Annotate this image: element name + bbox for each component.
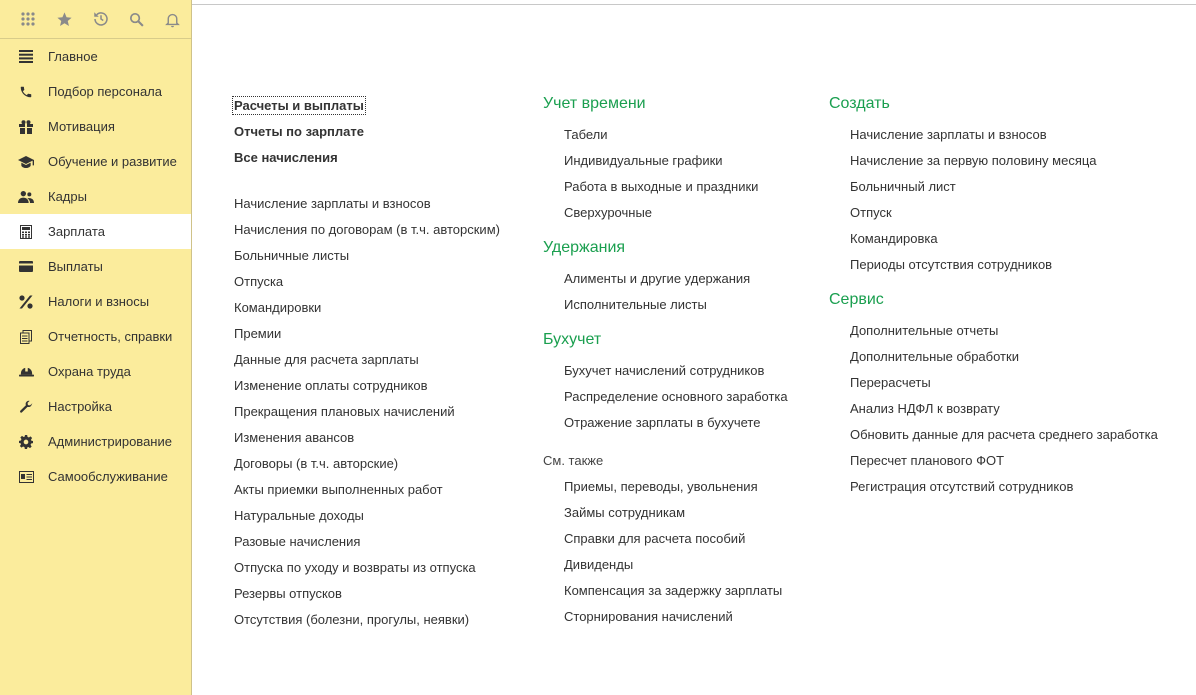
top-toolbar (0, 0, 191, 39)
link-item[interactable]: Командировки (234, 300, 322, 315)
history-icon[interactable] (82, 0, 118, 39)
sidebar-item-label: Обучение и развитие (48, 154, 177, 169)
link-item[interactable]: Дивиденды (564, 557, 634, 572)
spacer (543, 318, 823, 330)
link-item[interactable]: Компенсация за задержку зарплаты (564, 583, 783, 598)
section-title-create: Создать (829, 95, 890, 112)
link-item[interactable]: Приемы, переводы, увольнения (564, 479, 758, 494)
link-item[interactable]: Регистрация отсутствий сотрудников (850, 479, 1074, 494)
link-item[interactable]: Перерасчеты (850, 375, 931, 390)
link-item[interactable]: Табели (564, 127, 608, 142)
link-item[interactable]: Отсутствия (болезни, прогулы, неявки) (234, 612, 470, 627)
link-item[interactable]: Индивидуальные графики (564, 153, 723, 168)
link-item[interactable]: Резервы отпусков (234, 586, 342, 601)
sidebar-item-settings[interactable] (0, 389, 191, 424)
link-item[interactable]: Пересчет планового ФОТ (850, 453, 1005, 468)
column-sections (543, 94, 823, 630)
link-item[interactable]: Обновить данные для расчета среднего заработка (850, 427, 1158, 442)
section-title-time-tracking: Учет времени (543, 95, 646, 112)
link-salary-reports[interactable]: Отчеты по зарплате (234, 124, 364, 139)
bell-icon[interactable] (155, 0, 191, 39)
star-icon[interactable] (46, 0, 82, 39)
link-item[interactable]: Изменения авансов (234, 430, 355, 445)
sidebar (0, 0, 192, 695)
sidebar-item-label: Кадры (48, 189, 87, 204)
percent-icon (18, 294, 34, 310)
sidebar-item-main[interactable] (0, 39, 191, 74)
id-card-icon (18, 469, 34, 485)
gear-icon (18, 434, 34, 450)
sidebar-item-training[interactable] (0, 144, 191, 179)
link-item[interactable]: Начисление за первую половину месяца (850, 153, 1097, 168)
users-icon (18, 189, 34, 205)
sidebar-item-motivation[interactable] (0, 109, 191, 144)
link-item[interactable]: Сторнирования начислений (564, 609, 733, 624)
sidebar-nav (0, 39, 191, 494)
link-item[interactable]: Бухучет начислений сотрудников (564, 363, 765, 378)
column-main-links (234, 94, 534, 633)
sidebar-item-label: Зарплата (48, 224, 105, 239)
sidebar-item-label: Администрирование (48, 434, 172, 449)
phone-icon (18, 84, 34, 100)
see-also-title: См. также (543, 453, 604, 468)
link-item[interactable]: Больничный лист (850, 179, 956, 194)
link-all-accruals[interactable]: Все начисления (234, 150, 338, 165)
sidebar-item-self-service[interactable] (0, 459, 191, 494)
link-item[interactable]: Натуральные доходы (234, 508, 364, 523)
sidebar-item-label: Самообслуживание (48, 469, 168, 484)
sidebar-item-administration[interactable] (0, 424, 191, 459)
link-item[interactable]: Изменение оплаты сотрудников (234, 378, 428, 393)
link-item[interactable]: Дополнительные обработки (850, 349, 1019, 364)
helmet-icon (18, 364, 34, 380)
sidebar-item-label: Подбор персонала (48, 84, 162, 99)
link-item[interactable]: Больничные листы (234, 248, 350, 263)
sidebar-item-personnel[interactable] (0, 179, 191, 214)
link-item[interactable]: Командировка (850, 231, 938, 246)
apps-grid-icon[interactable] (10, 0, 46, 39)
link-item[interactable]: Прекращения плановых начислений (234, 404, 455, 419)
wrench-icon (18, 399, 34, 415)
spacer (543, 226, 823, 238)
link-item[interactable]: Анализ НДФЛ к возврату (850, 401, 1000, 416)
search-icon[interactable] (119, 0, 155, 39)
link-item[interactable]: Дополнительные отчеты (850, 323, 999, 338)
list-icon (18, 49, 34, 65)
section-title-service: Сервис (829, 291, 884, 308)
sidebar-item-taxes[interactable] (0, 284, 191, 319)
link-item[interactable]: Данные для расчета зарплаты (234, 352, 419, 367)
link-item[interactable]: Акты приемки выполненных работ (234, 482, 443, 497)
spacer (543, 436, 823, 448)
link-item[interactable]: Периоды отсутствия сотрудников (850, 257, 1053, 272)
column-create-service (829, 94, 1189, 500)
main-content (192, 0, 1196, 695)
section-title-accounting: Бухучет (543, 331, 602, 348)
documents-icon (18, 329, 34, 345)
section-title-deductions: Удержания (543, 239, 626, 256)
link-item[interactable]: Отпуска (234, 274, 284, 289)
sidebar-item-label: Налоги и взносы (48, 294, 150, 309)
sidebar-item-reports[interactable] (0, 319, 191, 354)
calculator-icon (18, 224, 34, 240)
sidebar-item-label: Настройка (48, 399, 112, 414)
graduation-cap-icon (18, 154, 34, 170)
sidebar-item-payments[interactable] (0, 249, 191, 284)
link-item[interactable]: Справки для расчета пособий (564, 531, 746, 546)
link-item[interactable]: Исполнительные листы (564, 297, 707, 312)
link-item[interactable]: Премии (234, 326, 282, 341)
sidebar-item-recruitment[interactable] (0, 74, 191, 109)
link-item[interactable]: Договоры (в т.ч. авторские) (234, 456, 399, 471)
link-item[interactable]: Начисление зарплаты и взносов (850, 127, 1047, 142)
link-item[interactable]: Отпуска по уходу и возвраты из отпуска (234, 560, 476, 575)
link-item[interactable]: Сверхурочные (564, 205, 653, 220)
link-item[interactable]: Займы сотрудникам (564, 505, 686, 520)
link-item[interactable]: Работа в выходные и праздники (564, 179, 759, 194)
sidebar-item-label: Отчетность, справки (48, 329, 173, 344)
link-payroll-and-payments[interactable]: Расчеты и выплаты (234, 98, 364, 113)
sidebar-item-labor-safety[interactable] (0, 354, 191, 389)
link-item[interactable]: Начисление зарплаты и взносов (234, 196, 431, 211)
sidebar-item-label: Главное (48, 49, 98, 64)
link-item[interactable]: Начисления по договорам (в т.ч. авторским) (234, 222, 500, 237)
sidebar-item-salary[interactable] (0, 214, 191, 249)
link-item[interactable]: Алименты и другие удержания (564, 271, 751, 286)
sidebar-item-label: Мотивация (48, 119, 115, 134)
link-item[interactable]: Отражение зарплаты в бухучете (564, 415, 761, 430)
sidebar-item-label: Выплаты (48, 259, 103, 274)
sidebar-item-label: Охрана труда (48, 364, 131, 379)
gift-icon (18, 119, 34, 135)
link-item[interactable]: Распределение основного заработка (564, 389, 788, 404)
link-item[interactable]: Отпуск (850, 205, 892, 220)
spacer (234, 172, 534, 191)
spacer (829, 278, 1189, 290)
link-item[interactable]: Разовые начисления (234, 534, 361, 549)
card-icon (18, 259, 34, 275)
